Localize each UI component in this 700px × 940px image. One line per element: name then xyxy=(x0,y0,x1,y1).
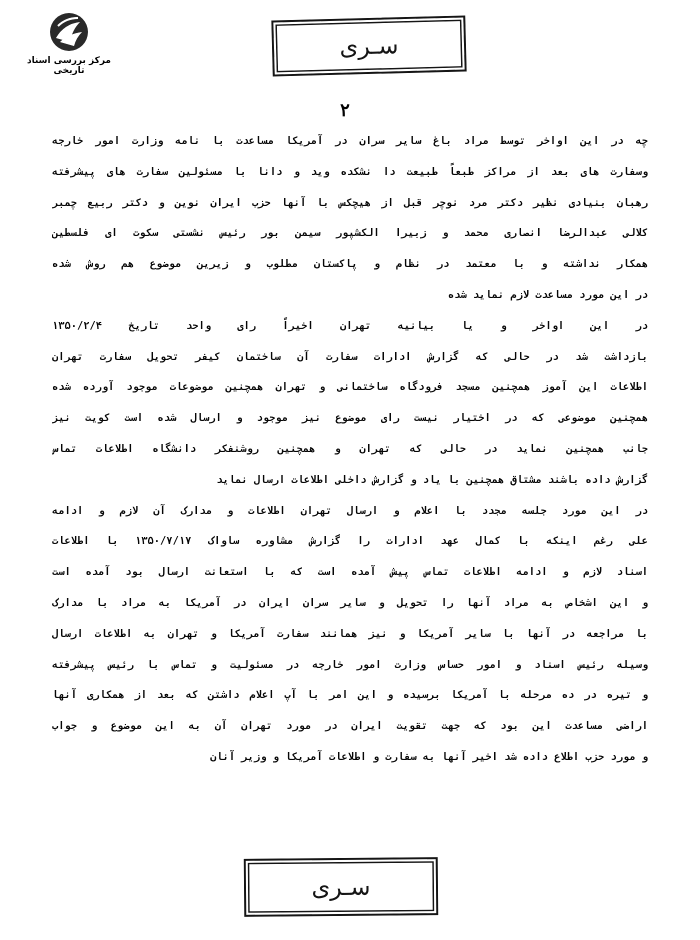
text-line: جانب همچنین نماید در حالی که تهران و همچنین روشنفکر دانشگاه اطلاعات تماس xyxy=(52,442,648,455)
text-line: با مراجعه در آنها با سایر آمریکا و نیز همانند سفارت آمریکا و تهران به اطلاعات ارسال xyxy=(52,627,648,640)
text-line: و تیره در ده مرحله با آمریکا برسیده و این امر با آپ اعلام داشتن که بعد از همکاری آنها xyxy=(52,689,648,702)
archive-logo xyxy=(14,12,124,74)
archive-logo-caption: مرکز بررسی اسناد تاریخی xyxy=(27,56,111,76)
text-line: گزارش داده باشند مشتاق همچنین با یاد و گزارش داخلی اطلاعات ارسال نماید xyxy=(216,473,648,486)
classification-stamp-top: سـری xyxy=(271,15,466,76)
text-line: چه در این اواخر توسط مراد باغ سایر سران در آمریکا مساعدت با نامه وزارت امور خارجه xyxy=(52,135,648,147)
page-number: ۲ xyxy=(340,100,350,121)
text-line: رهبان بنیادی نظیر دکتر مرد نوچر قبل از هیچکس با آنها حزب ایران نوین و دکتر ربیع چمبر xyxy=(52,196,648,209)
text-line: در این مورد مساعدت لازم نماید شده xyxy=(447,288,648,301)
paragraph xyxy=(52,126,648,311)
paragraph xyxy=(52,496,648,773)
text-line: در این مورد جلسه مجدد با اعلام و ارسال تهران اطلاعات و مدارک آن لازم و ادامه xyxy=(52,504,648,517)
text-line: در این اواخر و یا بیانیه تهران اخیراً رای واحد تاریخ ۱۳۵۰/۲/۴ xyxy=(52,319,648,332)
text-line: علی رغم اینکه با کمال عهد ادارات را گزارش مشاوره ساواک ۱۳۵۰/۷/۱۷ با اطلاعات xyxy=(52,535,648,548)
text-line: کلالی عبدالرضا انصاری محمد و زبیرا الکشپور سیمن بور رئیس نشستی سکوت ای فلسطین xyxy=(52,227,648,240)
paragraph xyxy=(52,311,648,496)
text-line: و مورد حزب اطلاع داده شد اخیر آنها به سفارت و اطلاعات آمریکا و وزیر آنان xyxy=(210,750,648,763)
text-line: همکار نداشته و با معتمد در نظام و پاکستان مطلوب و زیرین موضوع هم روش شده xyxy=(52,258,648,271)
text-line: اسناد لازم و ادامه اطلاعات تماس پیش آمده است که با استعانت ارسال بود آمده است xyxy=(52,566,648,579)
text-line: اطلاعات این آموز همچنین مسجد فرودگاه ساختمانی و تهران همچنین موضوعات موجود آورده شده xyxy=(52,381,648,394)
archive-logo-icon xyxy=(44,12,94,54)
text-line: اراضی مساعدت این بود که جهت تقویت ایران در مورد تهران آن به این موضوع و جواب xyxy=(52,720,648,733)
classification-stamp-bottom: سـری xyxy=(244,857,438,917)
text-line: وسفارت های بعد از مراکز طبعاً طبیعت دا نشکده وید و دانا با مسئولین سفارت های پیشرفته xyxy=(52,165,648,178)
text-line: و این اشخاص به مراد آنها را تحویل و سایر سران ایران در آمریکا به مراد با مدارک xyxy=(52,596,648,609)
text-line: وسیله رئیس اسناد و امور حساس وزارت امور خارجه در مسئولیت و تماس با رئیس پیشرفته xyxy=(52,658,648,671)
text-line: همچنین موضوعی که در اختیار نیست رای موضوع نیز موجود و ارسال شده است کویت نیز xyxy=(52,412,648,425)
document-body xyxy=(52,126,648,773)
text-line: بازداشت شد در حالی که گزارش ادارات سفارت آن ساختمان کیفر تحویل سفارت تهران xyxy=(52,350,648,363)
